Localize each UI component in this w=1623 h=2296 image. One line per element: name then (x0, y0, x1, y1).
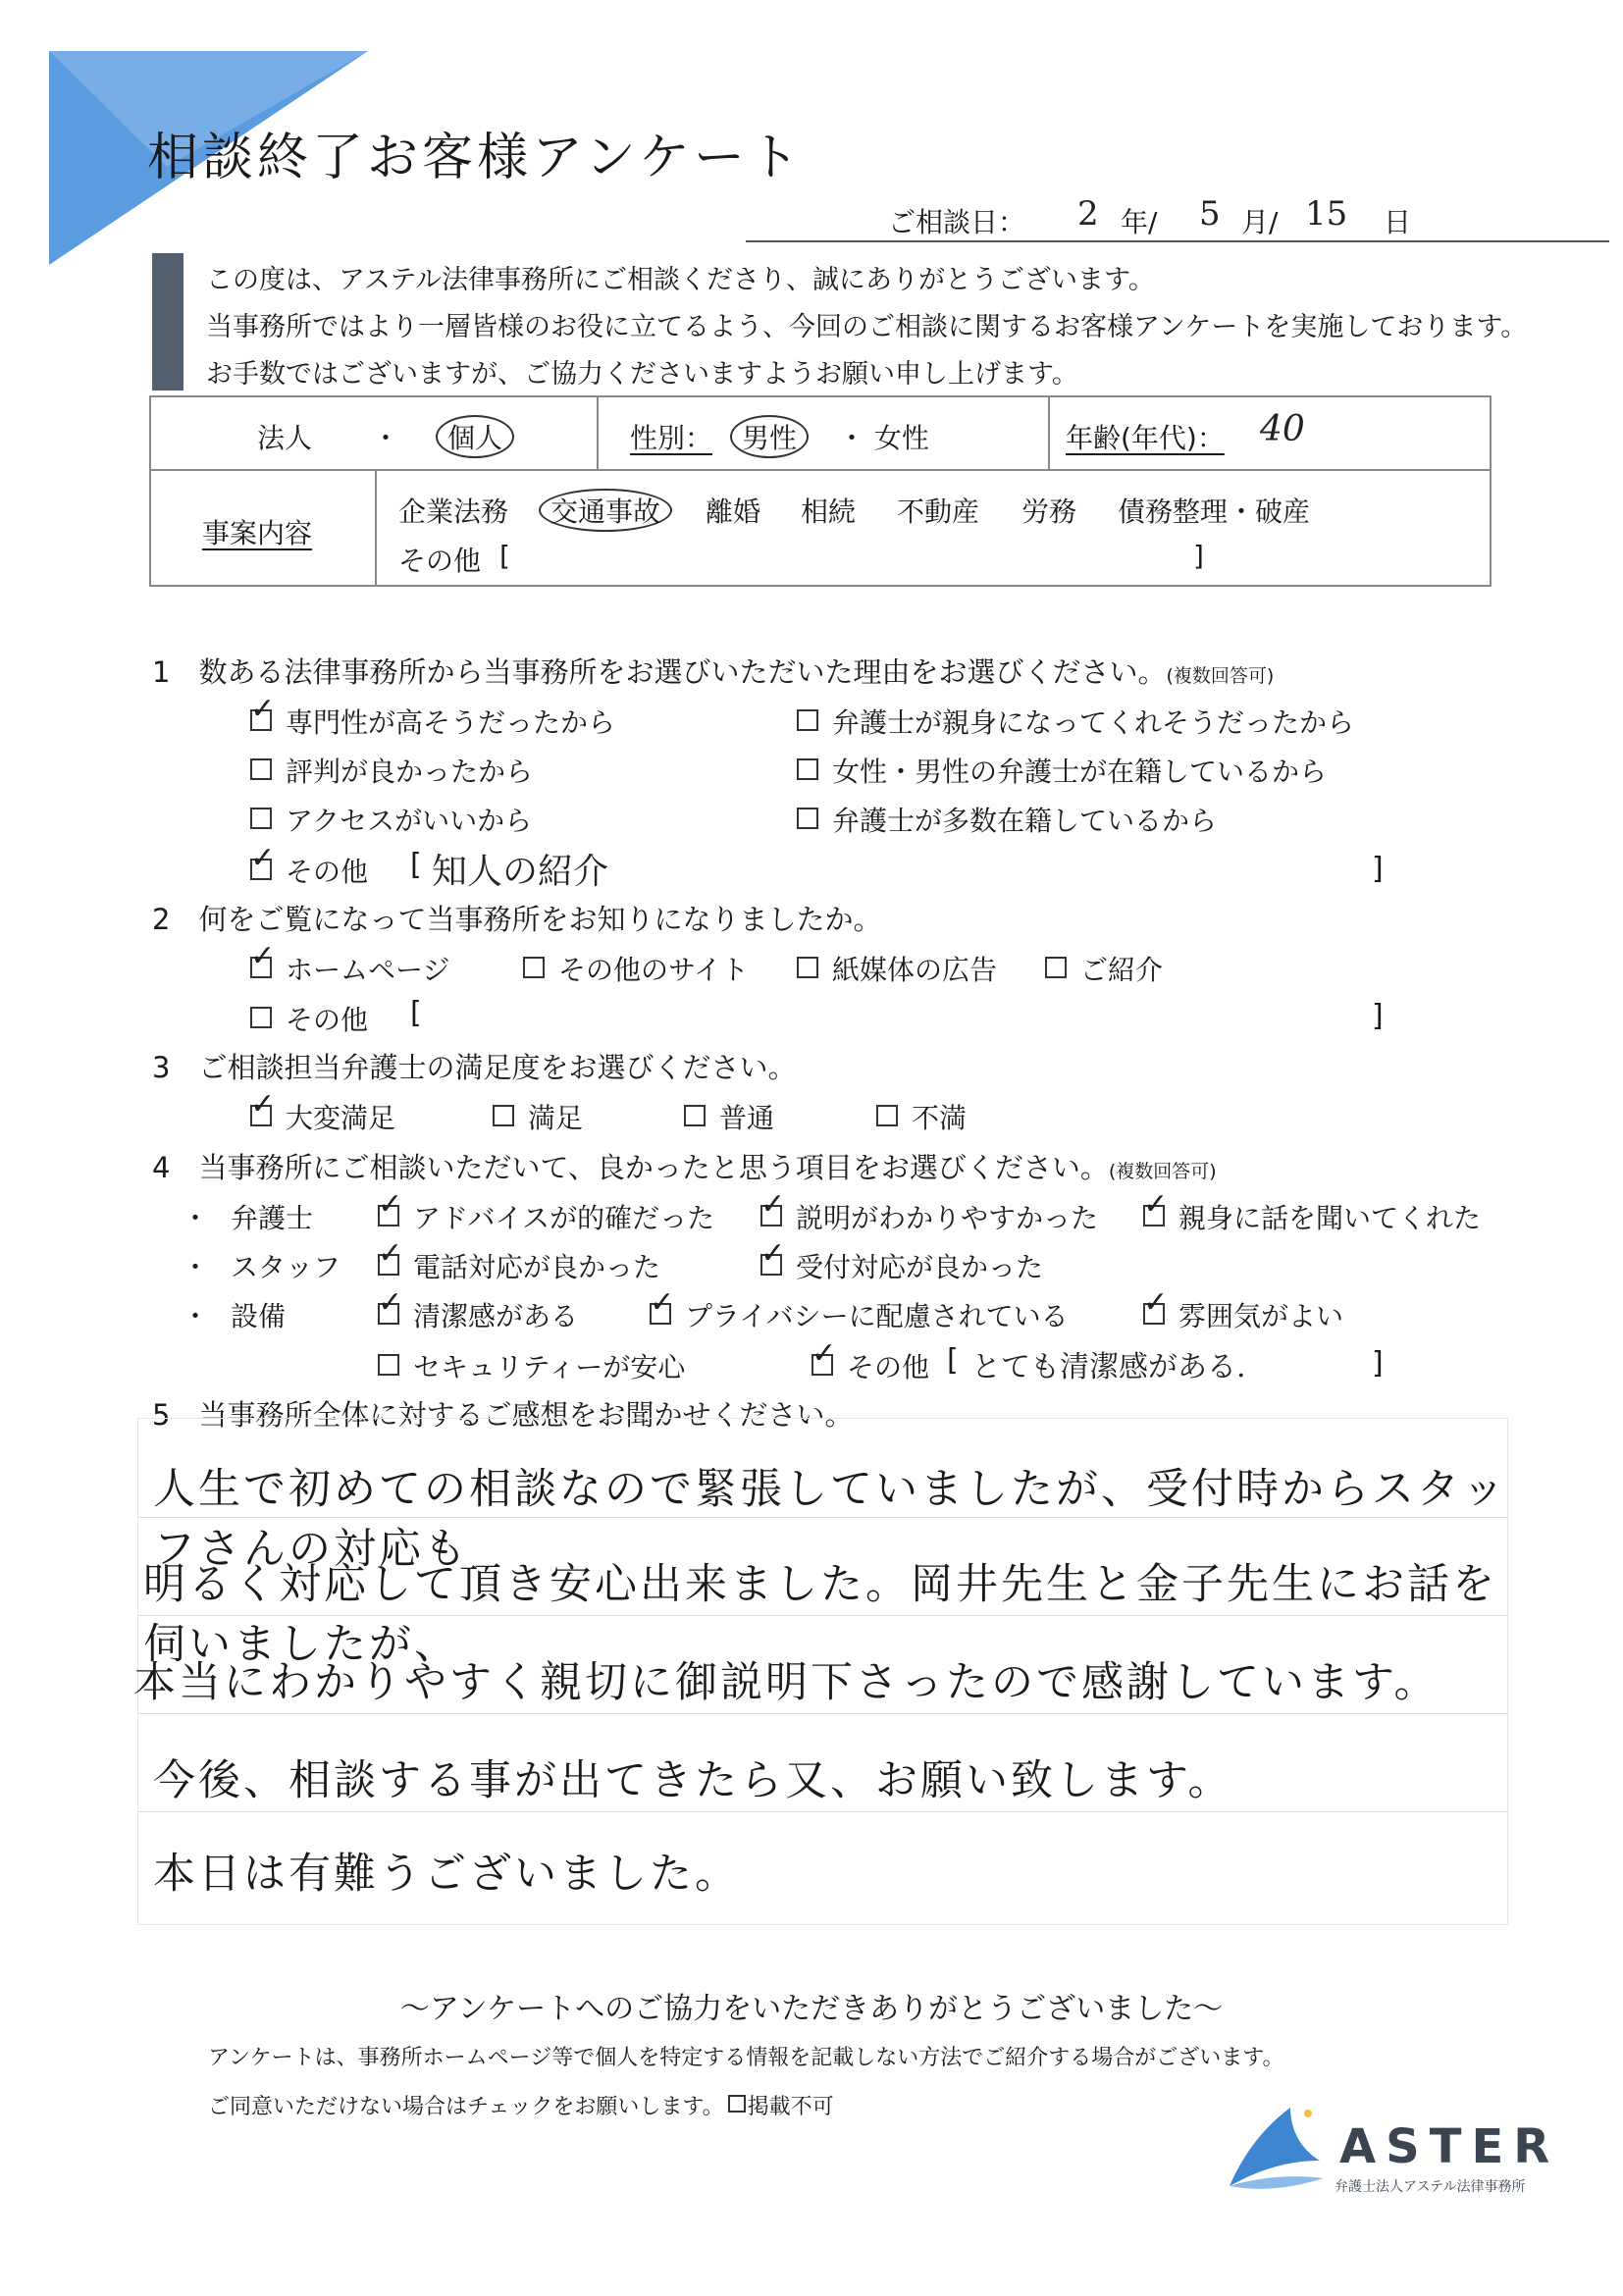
comment-line-5: 本日は有難うございました。 (153, 1850, 740, 1899)
q4-facility-atmosphere[interactable]: ✓ 雰囲気がよい (1143, 1295, 1343, 1334)
q1-other-value[interactable]: 知人の紹介 (432, 852, 609, 892)
q3-option-very-satisfied[interactable]: ✓大変満足 (250, 1097, 395, 1136)
q2-option-homepage[interactable]: ✓ホームページ (250, 949, 449, 988)
case-inheritance[interactable]: 相続 (801, 496, 857, 528)
separator: ・ (372, 422, 400, 454)
intro-text (206, 257, 1527, 398)
intro-line-1: この度は、アステル法律事務所にご相談くださり、誠にありがとうございます。 (206, 265, 1155, 295)
checkbox[interactable] (797, 808, 818, 829)
date-day-unit: 日 (1384, 206, 1412, 238)
bullet: ・ (182, 1300, 210, 1332)
checkbox[interactable] (760, 1205, 782, 1226)
checkbox[interactable] (1143, 1205, 1165, 1226)
checkbox[interactable] (523, 957, 545, 978)
q4-facility-clean[interactable]: ✓ 清潔感がある (378, 1295, 578, 1334)
male-option[interactable]: 男性 (730, 415, 809, 458)
q4-facility-security[interactable]: セキュリティーが安心 (378, 1346, 685, 1385)
age-label: 年齢(年代)： (1066, 422, 1225, 454)
comment-line-2: 明るく対応して頂き安心出来ました。岡井先生と金子先生にお話を伺いましたが、 (143, 1560, 1497, 1669)
case-real-estate[interactable]: 不動産 (897, 496, 980, 528)
q3-option-dissatisfied[interactable]: 不満 (876, 1097, 967, 1136)
checkbox[interactable] (650, 1303, 671, 1325)
thanks-message: ～アンケートへのご協力をいただきありがとうございました～ (399, 1992, 1224, 2026)
bullet: ・ (182, 1202, 210, 1234)
profile-table (149, 395, 1492, 587)
female-option[interactable]: ・ 女性 (838, 422, 929, 454)
page-title: 相談終了お客様アンケート (147, 129, 804, 187)
case-labor[interactable]: 労務 (1021, 496, 1077, 528)
q3-option-neutral[interactable]: 普通 (684, 1097, 774, 1136)
bullet: ・ (182, 1251, 210, 1283)
q2-option-other-site[interactable]: その他のサイト (523, 949, 749, 988)
q4-other-value[interactable]: とても清潔感がある. (971, 1350, 1246, 1384)
gender-label: 性別： (630, 422, 713, 454)
checkbox[interactable] (250, 808, 272, 829)
date-month[interactable]: 5 (1199, 194, 1221, 234)
checkbox[interactable] (797, 709, 818, 731)
q5-title: 5 当事務所全体に対するご感想をお聞かせください。 (152, 1398, 854, 1432)
q4-lawyer-explanation[interactable]: ✓ 説明がわかりやすかった (760, 1197, 1098, 1236)
publication-note: アンケートは、事務所ホームページ等で個人を特定する情報を記載しない方法でご紹介する場合がございます。 (208, 2046, 1284, 2070)
q2-option-other[interactable]: その他 (250, 999, 368, 1038)
q4-staff-phone[interactable]: ✓ 電話対応が良かった (378, 1246, 660, 1285)
q1-option-access[interactable]: アクセスがいいから (250, 800, 532, 839)
checkbox[interactable] (760, 1254, 782, 1276)
logo-name: ASTER (1339, 2119, 1560, 2174)
case-divorce[interactable]: 離婚 (706, 496, 761, 528)
q1-option-reputation[interactable]: 評判が良かったから (250, 751, 533, 790)
checkbox[interactable] (797, 758, 818, 780)
checkbox[interactable] (250, 1105, 272, 1126)
q4-facility-other[interactable]: ✓ その他 (812, 1346, 929, 1385)
q4-facility-label: 設備 (231, 1300, 287, 1332)
q4-facility-privacy[interactable]: ✓ プライバシーに配慮されている (650, 1295, 1069, 1334)
comment-line-1: 人生で初めての相談なので緊張していましたが、受付時からスタッフさんの対応も (153, 1465, 1507, 1574)
date-year[interactable]: 2 (1077, 194, 1099, 234)
consent-note: ご同意いただけない場合はチェックをお願いします。 掲載不可 (208, 2095, 834, 2119)
checkbox[interactable] (250, 859, 272, 880)
q2-title: 2 何をご覧になって当事務所をお知りになりましたか。 (152, 903, 882, 936)
checkbox[interactable] (250, 1007, 272, 1028)
corp-option[interactable]: 法人 (257, 422, 313, 454)
q1-option-many-lawyers[interactable]: 弁護士が多数在籍しているから (797, 800, 1217, 839)
checkbox[interactable] (876, 1105, 898, 1126)
case-other-bracket-close: ] (1193, 540, 1204, 572)
q1-option-gender[interactable]: 女性・男性の弁護士が在籍しているから (797, 751, 1327, 790)
checkbox[interactable] (493, 1105, 514, 1126)
checkbox[interactable] (378, 1254, 399, 1276)
date-label: ご相談日： (888, 206, 1026, 238)
q3-title: 3 ご相談担当弁護士の満足度をお選びください。 (152, 1051, 797, 1084)
checkbox[interactable] (250, 709, 272, 731)
checkbox[interactable] (378, 1303, 399, 1325)
checkbox[interactable] (250, 758, 272, 780)
q4-lawyer-listening[interactable]: ✓ 親身に話を聞いてくれた (1143, 1197, 1481, 1236)
case-corporate[interactable]: 企業法務 (398, 496, 509, 528)
intro-line-2: 当事務所ではより一層皆様のお役に立てるよう、今回のご相談に関するお客様アンケートを実施しております。 (206, 312, 1528, 342)
q2-option-referral[interactable]: ご紹介 (1045, 949, 1163, 988)
logo-subtitle: 弁護士法人アステル法律事務所 (1335, 2179, 1526, 2195)
q4-title: 4 当事務所にご相談いただいて、良かったと思う項目をお選びください。(複数回答可) (152, 1151, 1217, 1184)
q4-lawyer-advice[interactable]: ✓ アドバイスが的確だった (378, 1197, 714, 1236)
q4-lawyer-label: 弁護士 (231, 1202, 314, 1234)
case-label: 事案内容 (202, 517, 313, 549)
q2-option-print-ad[interactable]: 紙媒体の広告 (797, 949, 997, 988)
checkbox[interactable] (684, 1105, 706, 1126)
date-year-unit: 年/ (1121, 206, 1158, 238)
checkbox[interactable] (250, 957, 272, 978)
checkbox[interactable] (378, 1354, 399, 1376)
individual-option[interactable]: 個人 (436, 415, 514, 458)
case-other[interactable]: その他 (398, 545, 482, 577)
checkbox[interactable] (378, 1205, 399, 1226)
q1-option-caring[interactable]: 弁護士が親身になってくれそうだったから (797, 702, 1354, 741)
q1-title: 1 数ある法律事務所から当事務所をお選びいただいた理由をお選びください。(複数回答可) (152, 655, 1275, 689)
q4-staff-label: スタッフ (231, 1251, 341, 1283)
no-publish-checkbox[interactable] (728, 2095, 746, 2113)
checkbox[interactable] (812, 1354, 833, 1376)
q3-option-satisfied[interactable]: 満足 (493, 1097, 583, 1136)
comment-area[interactable] (133, 1418, 1508, 1925)
date-day[interactable]: 15 (1305, 194, 1348, 234)
comment-line-4: 今後、相談する事が出てきたら又、お願い致します。 (153, 1756, 1233, 1805)
checkbox[interactable] (1143, 1303, 1165, 1325)
date-month-unit: 月/ (1241, 206, 1279, 238)
comment-line-3: 本当にわかりやすく親切に御説明下さったので感謝しています。 (133, 1658, 1440, 1707)
intro-accent-bar (152, 253, 183, 391)
q1-option-other[interactable]: ✓その他 (250, 851, 368, 890)
case-debt[interactable]: 債務整理・破産 (1118, 496, 1311, 528)
intro-line-3: お手数ではございますが、ご協力くださいますようお願い申し上げます。 (206, 359, 1078, 390)
date-underline (746, 240, 1609, 242)
aster-logo-icon (1222, 2100, 1330, 2198)
case-traffic-accident[interactable]: 交通事故 (539, 489, 672, 532)
case-other-bracket-open: [ (499, 540, 510, 572)
q4-staff-reception[interactable]: ✓ 受付対応が良かった (760, 1246, 1043, 1285)
checkbox[interactable] (797, 957, 818, 978)
q1-option-expertise[interactable]: ✓専門性が高そうだったから (250, 702, 615, 741)
checkbox[interactable] (1045, 957, 1067, 978)
age-value[interactable]: 40 (1260, 409, 1305, 449)
